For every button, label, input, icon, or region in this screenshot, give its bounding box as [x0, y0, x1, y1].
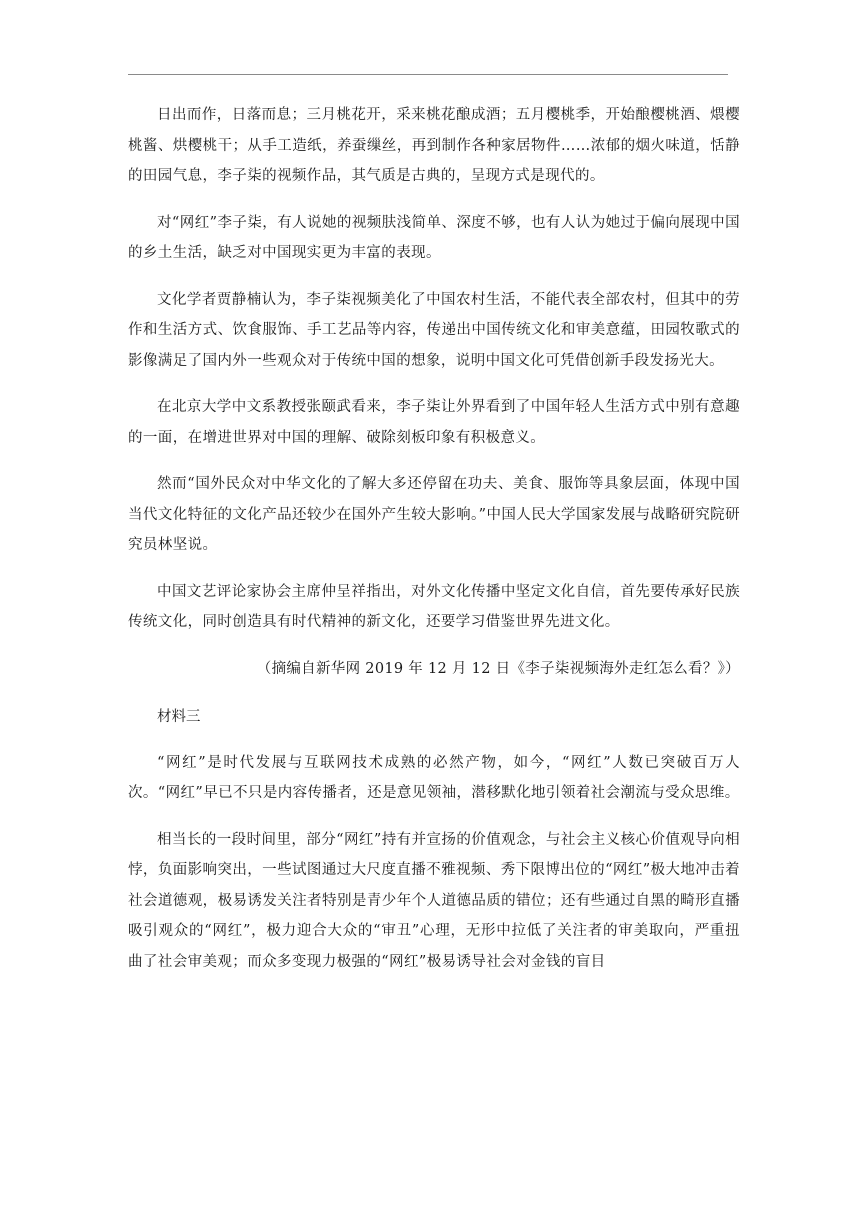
header-rule — [128, 74, 728, 75]
source-citation: （摘编自新华网 2019 年 12 月 12 日《李子柒视频海外走红怎么看？》） — [256, 660, 740, 677]
paragraph: 对“网红”李子柒，有人说她的视频肤浅简单、深度不够，也有人认为她过于偏向展现中国的乡土生活，缺乏对中国现实更为丰富的表现。 — [128, 214, 740, 261]
paragraph: 日出而作，日落而息；三月桃花开，采来桃花酿成酒；五月樱桃季，开始酿樱桃酒、煨樱桃酱、烘樱桃干；从手工造纸，养蚕缫丝，再到制作各种家居物件……浓郁的烟火味道，恬静的田园气息，李子柒的视频作品，其气质是古典的，呈现方式是现代的。 — [128, 107, 740, 184]
paragraph: 在北京大学中文系教授张颐武看来，李子柒让外界看到了中国年轻人生活方式中别有意趣的一面，在增进世界对中国的理解、破除刻板印象有积极意义。 — [128, 399, 740, 446]
paragraph: 文化学者贾静楠认为，李子柒视频美化了中国农村生活，不能代表全部农村，但其中的劳作和生活方式、饮食服饰、手工艺品等内容，传递出中国传统文化和审美意蕴，田园牧歌式的影像满足了国内外一些观众对于传统中国的想象，说明中国文化可凭借创新手段发扬光大。 — [128, 291, 740, 369]
section-heading: 材料三 — [157, 708, 201, 725]
article-body — [128, 100, 740, 993]
paragraph: 然而“国外民众对中华文化的了解大多还停留在功夫、美食、服饰等具象层面，体现中国当代文化特征的文化产品还较少在国外产生较大影响。”中国人民大学国家发展与战略研究院研究员林坚说。 — [128, 476, 740, 553]
paragraph: 相当长的一段时间里，部分“网红”持有并宣扬的价值观念，与社会主义核心价值观导向相悖，负面影响突出，一些试图通过大尺度直播不雅视频、秀下限博出位的“网红”极大地冲击着社会道德观，极易诱发关注者特别是青少年个人道德品质的错位；还有些通过自黑的畸形直播吸引观众的“网红”，极力迎合大众的“审丑”心理，无形中拉低了关注者的审美取向，严重扭曲了社会审美观；而众多变现力极强的“网红”极易诱导社会对金钱的盲目 — [128, 831, 740, 970]
paragraph: 中国文艺评论家协会主席仲呈祥指出，对外文化传播中坚定文化自信，首先要传承好民族传统文化，同时创造具有时代精神的新文化，还要学习借鉴世界先进文化。 — [128, 583, 740, 630]
paragraph: “网红”是时代发展与互联网技术成熟的必然产物，如今，“网红”人数已突破百万人次。“网红”早已不只是内容传播者，还是意见领袖，潜移默化地引领着社会潮流与受众思维。 — [128, 754, 740, 801]
